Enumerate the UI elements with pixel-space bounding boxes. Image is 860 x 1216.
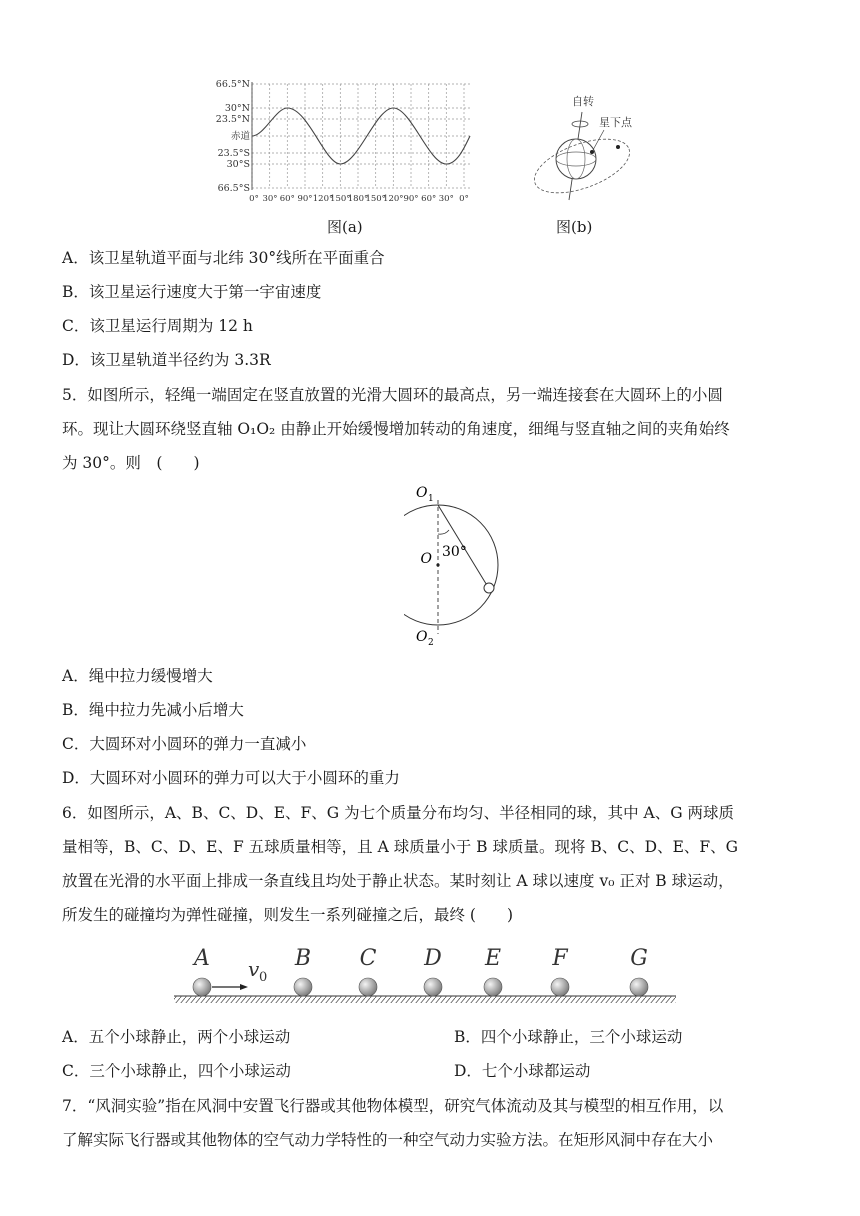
q6-stem-line-3: 放置在光滑的水平面上排成一条直线且均处于静止状态。某时刻让 A 球以速度 v₀ 正对 B 球运动，: [62, 872, 734, 890]
q6-stem-line-1: 6．如图所示，A、B、C、D、E、F、G 为七个质量分布均匀、半径相同的球，其中 A、G 两球质: [62, 804, 735, 822]
q6-option-d: D．七个小球都运动: [454, 1062, 591, 1080]
ball-d: [424, 978, 442, 996]
ball-label-e: E: [484, 946, 502, 971]
q6-option-a: A．五个小球静止，两个小球运动: [62, 1028, 291, 1046]
q5-stem-line-3: 为 30°。则 ( ): [62, 454, 200, 472]
y-tick: 30°S: [226, 159, 250, 170]
q4-option-d: D．该卫星轨道半径约为 3.3R: [62, 351, 271, 369]
q6-stem-line-2: 量相等，B、C、D、E、F 五球质量相等，且 A 球质量小于 B 球质量。现将 B、C、D、E、F、G: [62, 838, 739, 856]
velocity-label: v: [248, 957, 260, 981]
figure-b-caption: 图(b): [556, 218, 593, 236]
ball-c: [359, 978, 377, 996]
q6-balls-diagram: [170, 938, 680, 1010]
ball-label-c: C: [359, 946, 377, 971]
x-tick: 60°: [279, 194, 295, 204]
figure-a-caption: 图(a): [327, 218, 363, 236]
rotation-label: 自转: [572, 95, 594, 108]
ball-g: [630, 978, 648, 996]
ball-label-f: F: [552, 946, 568, 971]
q4-option-b: B．该卫星运行速度大于第一宇宙速度: [62, 283, 322, 301]
q5-ring-diagram: [404, 482, 514, 650]
ball-f: [551, 978, 569, 996]
q5-option-c: C．大圆环对小圆环的弹力一直减小: [62, 735, 307, 753]
x-tick: 180°: [347, 194, 369, 204]
figure-b-orbit-diagram: [524, 92, 654, 214]
ball-a: [193, 978, 211, 996]
y-tick: 66.5°N: [215, 79, 250, 90]
q6-option-b: B．四个小球静止，三个小球运动: [454, 1028, 683, 1046]
ball-label-d: D: [424, 946, 442, 971]
ball-label-g: G: [630, 946, 648, 971]
velocity-sub: 0: [259, 970, 268, 985]
q4-option-a: A．该卫星轨道平面与北纬 30°线所在平面重合: [62, 249, 385, 267]
y-tick: 23.5°N: [215, 114, 250, 125]
q5-stem-line-1: 5．如图所示，轻绳一端固定在竖直放置的光滑大圆环的最高点，另一端连接套在大圆环上的小圆: [62, 386, 723, 404]
q5-stem-line-2: 环。现让大圆环绕竖直轴 O₁O₂ 由静止开始缓慢增加转动的角速度，细绳与竖直轴之间的夹角始终: [62, 420, 730, 438]
x-tick: 150°: [365, 194, 386, 204]
x-tick: 30°: [438, 194, 454, 204]
x-tick: 90°: [403, 194, 419, 204]
subpoint-label: 星下点: [599, 116, 632, 129]
label-o1: O: [416, 485, 428, 501]
x-tick: 60°: [421, 194, 437, 204]
q7-stem-line-1: 7．“风洞实验”指在风洞中安置飞行器或其他物体模型，研究气体流动及其与模型的相互作用，以: [62, 1097, 724, 1115]
x-tick: 30°: [262, 194, 278, 204]
figure-a-grid: [252, 84, 470, 188]
q7-stem-line-2: 了解实际飞行器或其他物体的空气动力学特性的一种空气动力实验方法。在矩形风洞中存在大小: [62, 1131, 714, 1149]
x-tick: 90°: [297, 194, 313, 204]
q6-option-c: C．三个小球静止，四个小球运动: [62, 1062, 291, 1080]
x-tick: 0°: [459, 194, 469, 204]
q5-option-d: D．大圆环对小圆环的弹力可以大于小圆环的重力: [62, 769, 400, 787]
ball-e: [484, 978, 502, 996]
label-o2-sub: 2: [428, 638, 434, 648]
q6-stem-line-4: 所发生的碰撞均为弹性碰撞，则发生一系列碰撞之后，最终 ( ): [62, 906, 514, 924]
label-o2: O: [416, 629, 428, 645]
y-tick: 23.5°S: [217, 148, 250, 159]
y-tick: 30°N: [224, 103, 250, 114]
q5-option-a: A．绳中拉力缓慢增大: [62, 667, 213, 685]
ball-b: [294, 978, 312, 996]
y-tick: 赤道: [230, 131, 250, 142]
y-tick: 66.5°S: [217, 183, 250, 194]
label-o1-sub: 1: [428, 494, 434, 504]
label-o: O: [420, 551, 432, 567]
x-tick: 120°: [312, 194, 334, 204]
q5-option-b: B．绳中拉力先减小后增大: [62, 701, 244, 719]
ball-label-b: B: [294, 946, 312, 971]
x-tick: 0°: [249, 194, 259, 204]
x-tick: 150°: [330, 194, 351, 204]
x-tick: 120°: [383, 194, 404, 204]
ball-label-a: A: [194, 946, 210, 971]
angle-label: 30°: [442, 544, 467, 560]
q4-option-c: C．该卫星运行周期为 12 h: [62, 317, 253, 335]
figure-a-track-chart: [200, 68, 490, 210]
